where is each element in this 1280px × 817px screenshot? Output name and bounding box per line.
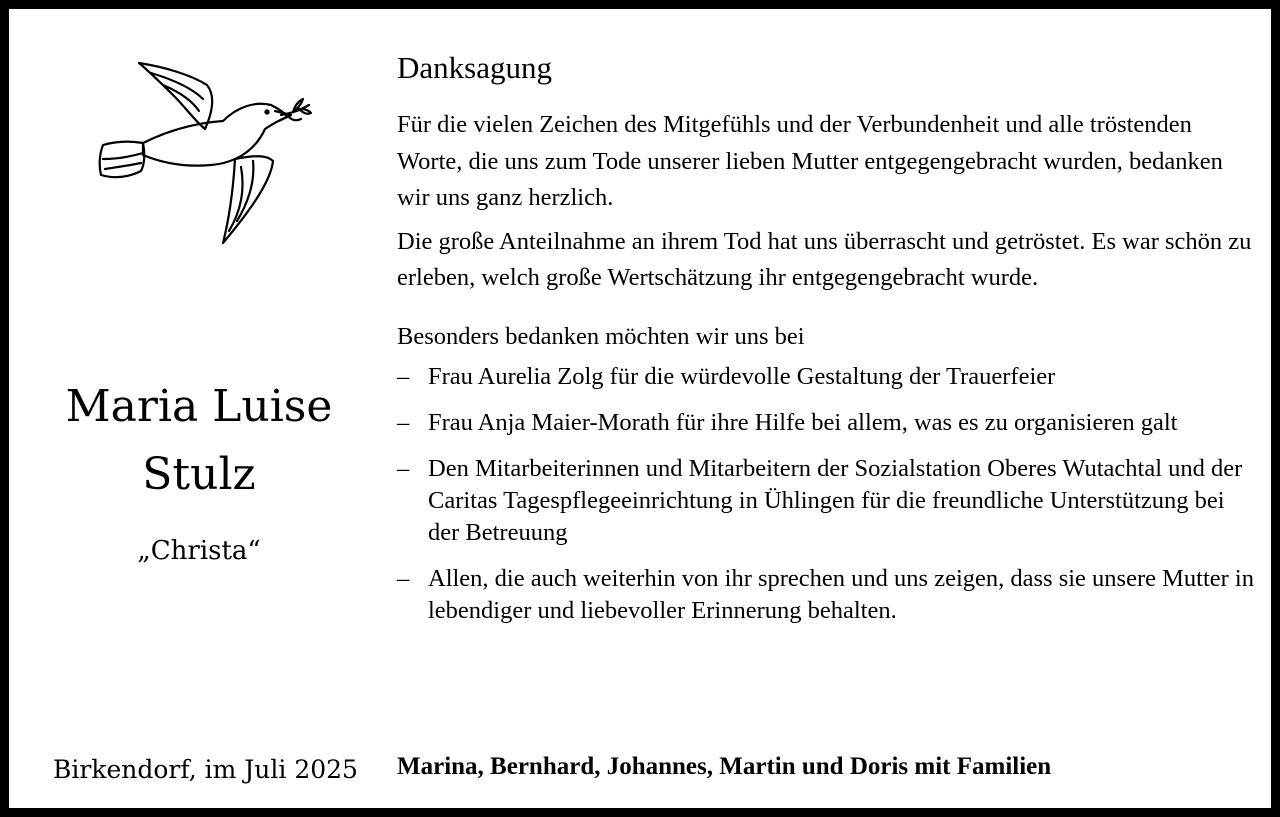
dove-icon [95, 55, 315, 247]
list-item-text: Den Mitarbeiterinnen und Mitarbeitern der Sozialstation Oberes Wutachtal und der Caritas Tagespflegeeinrichtung in Ühlingen für die freundliche Unterstützung bei der Betreuung [428, 455, 1243, 546]
deceased-surname: Stulz [142, 449, 256, 500]
thanks-intro: Besonders bedanken möchten wir uns bei [397, 322, 805, 350]
thanks-list [397, 361, 1259, 627]
list-item-text: Frau Anja Maier-Morath für ihre Hilfe bei allem, was es zu organisieren galt [428, 409, 1178, 436]
dash-marker: – [397, 455, 410, 482]
notice-title: Danksagung [397, 50, 552, 85]
list-item [397, 407, 1259, 439]
list-item-text: Frau Aurelia Zolg für die würdevolle Gestaltung der Trauerfeier [428, 363, 1056, 390]
list-item-text: Allen, die auch weiterhin von ihr sprechen und uns zeigen, dass sie unsere Mutter in lebendiger und liebevoller Erinnerung behalten. [428, 565, 1254, 624]
dash-marker: – [397, 565, 410, 592]
paragraph: Die große Anteilnahme an ihrem Tod hat uns überrascht und getröstet. Es war schön zu erleben, welch große Wertschätzung ihr entgegengebracht wurde. [397, 227, 1252, 291]
list-item [397, 563, 1259, 627]
list-item [397, 453, 1259, 549]
signers: Marina, Bernhard, Johannes, Martin und Doris mit Familien [397, 753, 1052, 780]
thanks-content [397, 49, 1259, 641]
paragraph: Für die vielen Zeichen des Mitgefühls und der Verbundenheit und alle tröstenden Worte, die uns zum Tode unserer lieben Mutter entgegengebracht wurden, bedanken wir uns ganz herzlich. [397, 111, 1223, 211]
place-and-date: Birkendorf, im Juli 2025 [53, 755, 358, 784]
list-item [397, 361, 1259, 393]
dash-marker: – [397, 409, 410, 436]
dash-marker: – [397, 363, 410, 390]
deceased-first-names: Maria Luise [65, 381, 333, 432]
deceased-nickname: „Christa“ [137, 536, 261, 566]
